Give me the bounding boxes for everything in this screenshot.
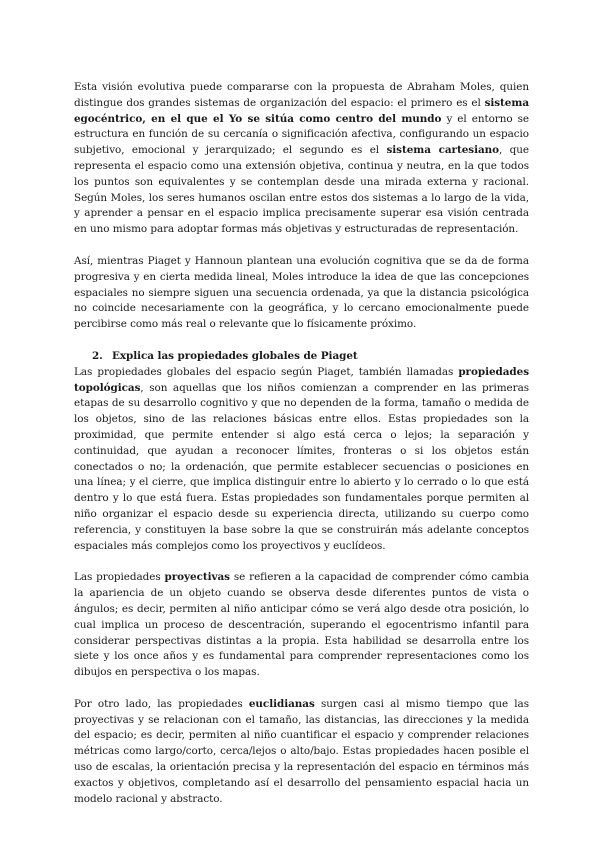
document-body bbox=[74, 80, 529, 807]
bold-term-projective: proyectivas bbox=[164, 571, 230, 584]
paragraph-text: se refieren a la capacidad de comprender cómo cambia la apariencia de un objeto cuando se observa desde diferentes puntos de vista o ángulos; es decir, permiten al niño anticipar cómo se verá algo desde otra posición, lo cual implica un proceso de descentración, superando el egocentrismo infantil para considerar perspectivas distintas a la propia. Esta habilidad se desarrolla entre los siete y los once años y es fundamental para comprender representaciones como los dibujos en perspectiva o los mapas. bbox=[74, 571, 529, 679]
paragraph-text: Las propiedades globales del espacio según Piaget, también llamadas bbox=[74, 365, 459, 378]
paragraph-text: , son aquellas que los niños comienzan a comprender en las primeras etapas de su desarrollo cognitivo y que no dependen de la forma, tamaño o medida de los objetos, sino de las relaciones básicas entre ellos. Estas propiedades son la proximidad, que permite entender si algo está cerca o lejos; la separación y continuidad, que ayudan a reconocer límites, fronteras o si los objetos están conectados o no; la ordenación, que permite establecer secuencias o posiciones en una línea; y el cierre, que implica distinguir entre lo abierto y lo cerrado o lo que está dentro y lo que está fuera. Estas propiedades son fundamentales porque permiten al niño organizar el espacio desde su experiencia directa, utilizando su cuerpo como referencia, y constituyen la base sobre la que se construirán más adelante conceptos espaciales más complejos como los proyectivos y euclídeos. bbox=[74, 381, 529, 552]
paragraph-text: Por otro lado, las propiedades bbox=[74, 697, 249, 710]
bold-term-egocentric-system: sistema egocéntrico, en el que el Yo se sitúa como centro del mundo bbox=[74, 96, 529, 125]
paragraph-text: y el entorno se estructura en función de su cercanía o significación afectiva, configurando un espacio subjetivo, emocional y jerarquizado; el segundo es el bbox=[74, 112, 529, 157]
paragraph-moles-systems bbox=[74, 80, 529, 238]
paragraph-projective-properties bbox=[74, 570, 529, 681]
paragraph-text: , que representa el espacio como una extensión objetiva, continua y neutra, en la que todos los puntos son equivalentes y se contemplan desde una mirada externa y racional. Según Moles, los seres humanos oscilan entre estos dos sistemas a lo largo de la vida, y aprender a pensar en el espacio implica precisamente superar esa visión centrada en uno mismo para adoptar formas más objetivas y estructuradas de representación. bbox=[74, 144, 529, 236]
bold-term-topological: propiedades topológicas bbox=[74, 365, 529, 394]
bold-term-euclidean: euclidianas bbox=[248, 697, 315, 710]
paragraph-text: Esta visión evolutiva puede compararse con la propuesta de Abraham Moles, quien distingue dos grandes sistemas de organización del espacio: el primero es el bbox=[74, 81, 529, 109]
paragraph-text: Las propiedades bbox=[74, 571, 165, 584]
paragraph-topological-properties bbox=[74, 365, 529, 555]
paragraph-text: surgen casi al mismo tiempo que las proyectivas y se relacionan con el tamaño, las distancias, las direcciones y la medida del espacio; es decir, permiten al niño cuantificar el espacio y comprender relaciones métricas como largo/corto, cerca/lejos o alto/bajo. Estas propiedades hacen posible el uso de escalas, la orientación precisa y la representación del espacio en términos más exactos y objetivos, completando así el desarrollo del pensamiento espacial hacia un modelo racional y abstracto. bbox=[74, 697, 529, 805]
section-heading bbox=[74, 349, 529, 365]
heading-number: 2. bbox=[92, 349, 103, 362]
heading-text: Explica las propiedades globales de Piaget bbox=[112, 349, 358, 362]
paragraph-euclidean-properties bbox=[74, 697, 529, 808]
paragraph-piaget-hannoun-moles: Así, mientras Piaget y Hannoun plantean una evolución cognitiva que se da de forma progresiva y en cierta medida lineal, Moles introduce la idea de que las concepciones espaciales no siempre siguen una secuencia ordenada, ya que la distancia psicológica no coincide necesariamente con la geográfica, y lo cercano emocionalmente puede percibirse como más real o relevante que lo físicamente próximo. bbox=[74, 254, 529, 331]
bold-term-cartesian-system: sistema cartesiano bbox=[386, 144, 500, 157]
